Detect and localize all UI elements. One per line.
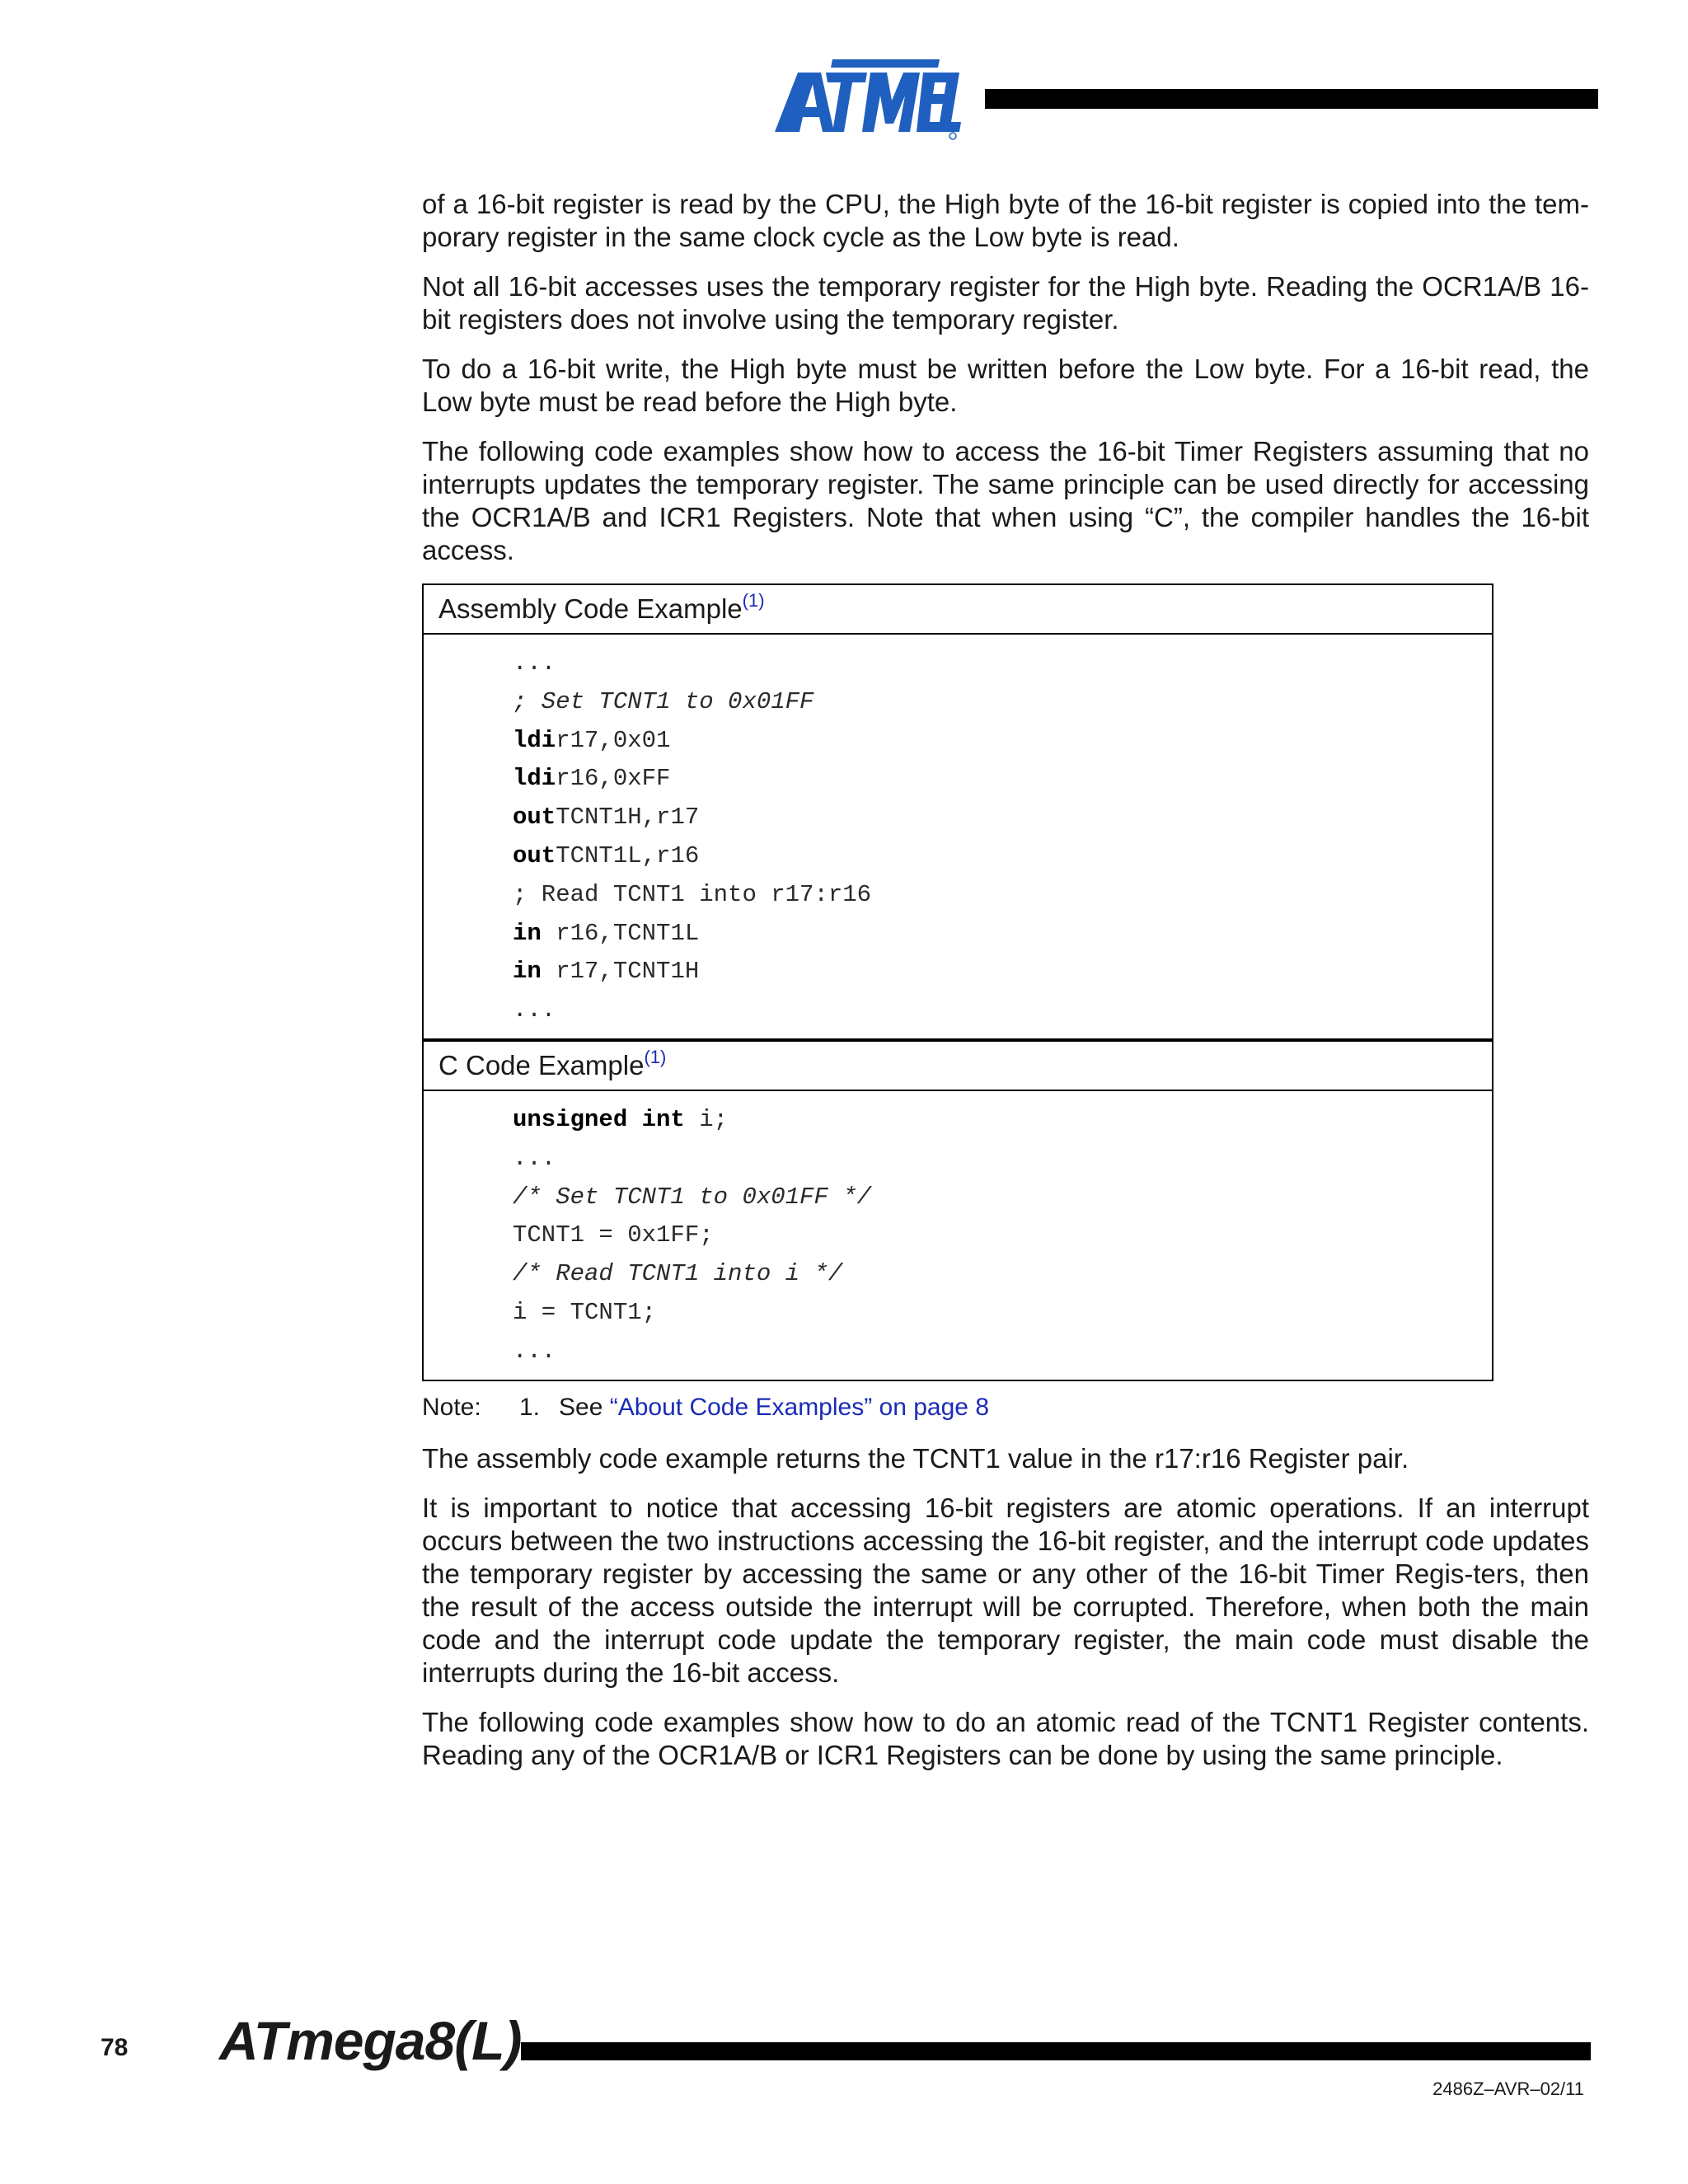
code-line [513, 799, 1492, 837]
intro-text [422, 188, 1589, 567]
page-number: 78 [101, 2034, 129, 2061]
code-keyword: in [513, 919, 542, 947]
code-line [513, 837, 1492, 876]
c-code-title: C Code Example$^{(1)}$ [424, 1040, 1492, 1091]
code-line [513, 1255, 1492, 1294]
note-label: Note: [422, 1393, 481, 1421]
code-text: ... [513, 1144, 556, 1172]
intro-paragraph: The following code examples show how to access the 16-bit Timer Registers assuming that no interrupts updates the temporary register. The same principle can be used directly for accessing the OCR1A/B and ICR1 Registers. Note that when using “C”, the compiler handles the 16-bit access. [422, 436, 1589, 565]
code-line [513, 1179, 1492, 1217]
body-paragraph: The following code examples show how to do an atomic read of the TCNT1 Register contents. Reading any of the OCR1A/B or ICR1 Registers can be done by using the same principle. [422, 1706, 1589, 1770]
code-keyword: ldi [513, 726, 556, 754]
code-text: ; Read TCNT1 into r17:r16 [513, 880, 872, 908]
intro-paragraph: To do a 16-bit write, the High byte must be written before the Low byte. For a 16-bit read, the Low byte must be read before the High byte. [422, 354, 1589, 417]
document-id: 2486Z–AVR–02/11 [1432, 2079, 1584, 2099]
note-number: 1. [519, 1393, 541, 1421]
code-line [513, 1140, 1492, 1179]
code-line [513, 915, 1492, 954]
code-text: i = TCNT1; [513, 1298, 657, 1326]
c-footnote-ref[interactable]: (1) [644, 1046, 667, 1067]
body-paragraph: It is important to notice that accessing 16-bit registers are atomic operations. If an interrupt occurs between the two instructions accessing the 16-bit register, and the interrupt code updates the temporary register by accessing the same or any other of the 16-bit Timer Regis-ters, then the result of the access outside the interrupt will be corrupted. Therefore, when both the main code and the interrupt code update the temporary register, the main code must disable the interrupts during the 16-bit access. [422, 1492, 1589, 1688]
intro-paragraph: of a 16-bit register is read by the CPU, the High byte of the 16-bit register is copied into the tem-porary register in the same clock cycle as the Low byte is read. [422, 189, 1589, 252]
asm-code-body [424, 635, 1492, 1040]
code-keyword: unsigned int [513, 1105, 685, 1133]
note [422, 1391, 1589, 1424]
body-text [422, 1442, 1589, 1772]
code-line [513, 722, 1492, 761]
code-keyword: out [513, 804, 556, 832]
code-line [513, 876, 1492, 915]
code-keyword: out [513, 841, 556, 869]
code-line [513, 1216, 1492, 1255]
code-text: ... [513, 649, 556, 677]
code-line [513, 644, 1492, 683]
note-link[interactable]: “About Code Examples” on page 8 [609, 1393, 990, 1421]
atmel-logo-text: ATMEL [775, 58, 778, 59]
note-prefix: See [559, 1393, 610, 1421]
code-keyword: ldi [513, 765, 556, 793]
document-title: ATmega8(L) [219, 2010, 522, 2071]
code-text: r17,TCNT1H [541, 958, 700, 986]
code-line [513, 1333, 1492, 1371]
c-code-body [424, 1091, 1492, 1380]
code-line [513, 683, 1492, 722]
intro-paragraph: Not all 16-bit accesses uses the temporary register for the High byte. Reading the OCR1A/B 16-bit registers does not involve using the temporary register. [422, 271, 1589, 335]
body-paragraph: The assembly code example returns the TCNT1 value in the r17:r16 Register pair. [422, 1442, 1409, 1474]
atmel-logo [775, 58, 964, 140]
header-rule [985, 89, 1598, 109]
code-text: TCNT1L,r16 [556, 841, 700, 869]
code-text: /* Set TCNT1 to 0x01FF */ [513, 1183, 872, 1211]
code-text: ... [513, 996, 556, 1024]
code-text: r17,0x01 [556, 726, 671, 754]
code-text: r16,TCNT1L [541, 919, 700, 947]
code-line [513, 1101, 1492, 1140]
code-text: TCNT1H,r17 [556, 804, 700, 832]
asm-footnote-ref[interactable]: (1) [742, 590, 765, 611]
code-text: /* Read TCNT1 into i */ [513, 1260, 843, 1288]
code-text: ; Set TCNT1 to 0x01FF [513, 687, 814, 715]
code-keyword: in [513, 958, 542, 986]
page-content [422, 188, 1589, 1788]
code-line [513, 991, 1492, 1030]
footer-rule [521, 2042, 1591, 2060]
code-text: r16,0xFF [556, 765, 671, 793]
asm-code-example [422, 583, 1493, 1381]
asm-code-title: Assembly Code Example$^{(1)}$ [424, 585, 1492, 635]
code-line [513, 760, 1492, 799]
code-line [513, 953, 1492, 991]
code-text: ... [513, 1337, 556, 1365]
code-text: TCNT1 = 0x1FF; [513, 1221, 714, 1249]
code-text: i; [684, 1105, 729, 1133]
code-line [513, 1294, 1492, 1333]
